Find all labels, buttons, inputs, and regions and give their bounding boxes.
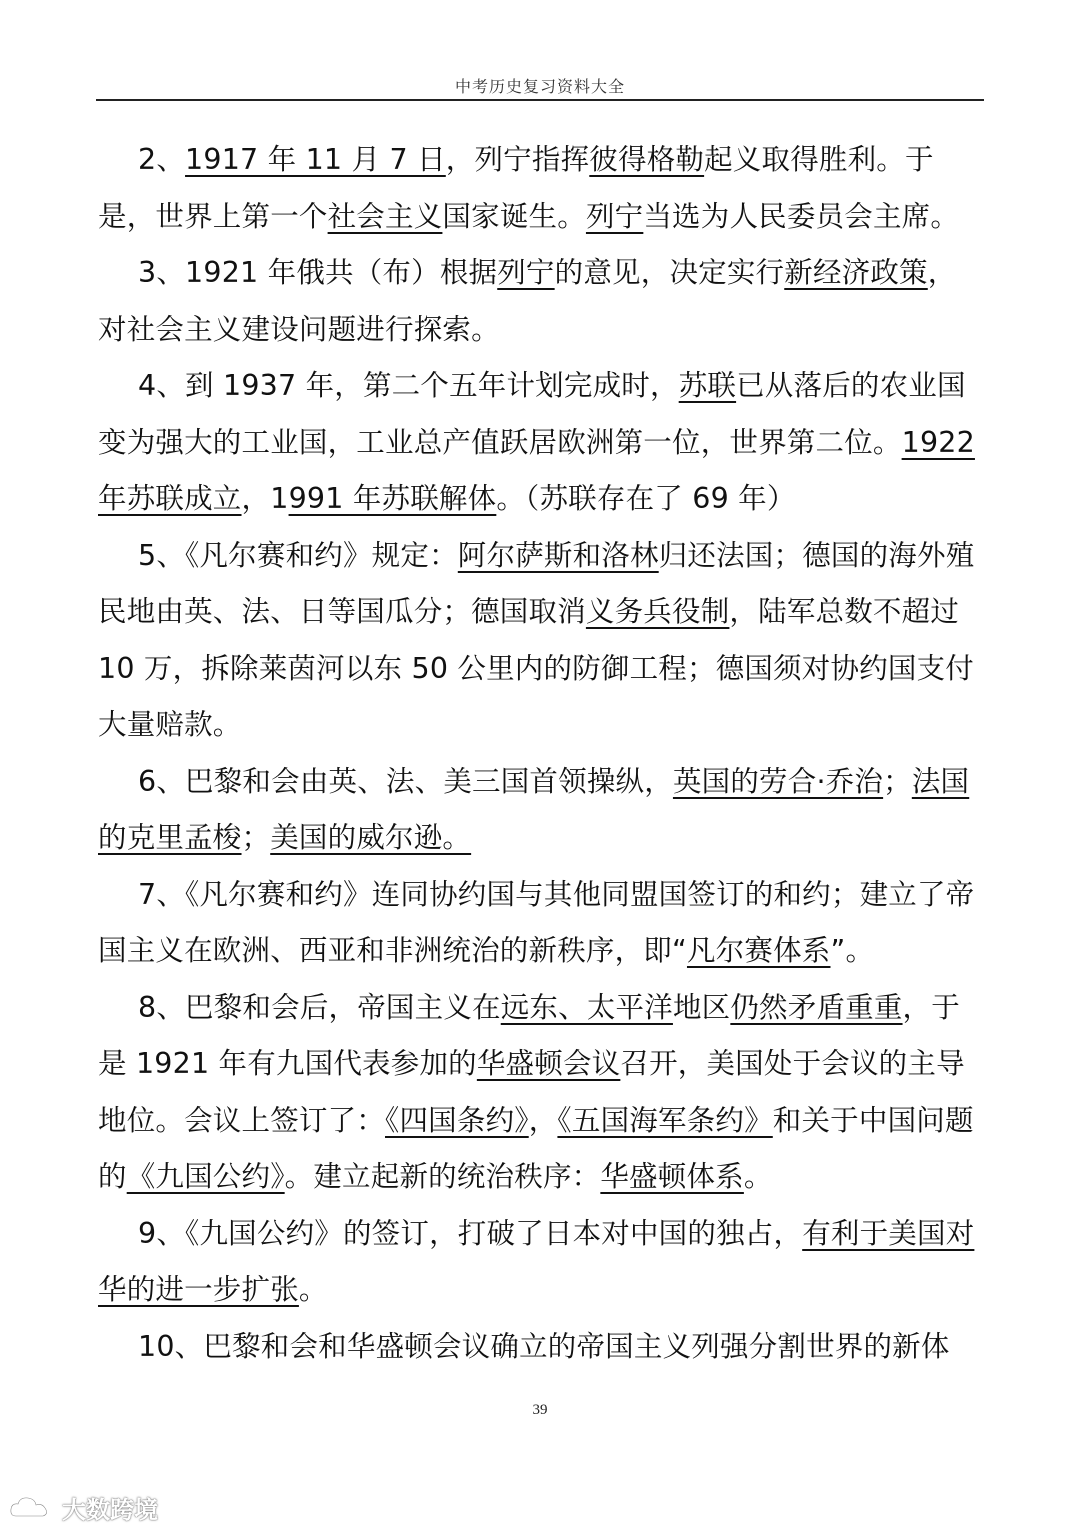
- text-run: 8、巴黎和会后，帝国主义在: [138, 990, 501, 1024]
- text-run: 。: [743, 1160, 773, 1193]
- paragraph-3: [98, 245, 982, 358]
- text-run: ，1: [241, 482, 289, 515]
- text-run: 。建立起新的统治秩序：: [284, 1160, 601, 1193]
- text-run: 国家诞生。: [442, 199, 586, 233]
- underlined-term: 英国的劳合·乔治: [672, 764, 884, 798]
- underlined-term: 1922 年苏联成立: [98, 425, 975, 515]
- paragraph-7: [98, 867, 982, 980]
- underlined-term: 列宁: [497, 256, 555, 289]
- paragraph-2: [98, 132, 982, 245]
- underlined-term: 法国的克里孟梭: [98, 764, 970, 854]
- underlined-term: 1917 年 11 月 7 日: [185, 143, 446, 176]
- underlined-term: 凡尔赛体系: [686, 934, 831, 967]
- text-run: ；: [241, 821, 271, 854]
- document-body: [98, 132, 982, 1375]
- paragraph-10: [98, 1319, 982, 1376]
- text-run: 当选为人民委员会主席。: [643, 199, 960, 233]
- page-number: 39: [532, 1402, 548, 1418]
- text-run: 7、《凡尔赛和约》连同协约国与其他同盟国签订的和约；建立了帝国主义在欧洲、西亚和非洲统治的新秩序，即“: [98, 877, 975, 967]
- underlined-term: 苏联: [678, 369, 737, 402]
- underlined-term: 社会主义: [327, 199, 443, 233]
- paragraph-5: [98, 528, 982, 754]
- underlined-term: 义务兵役制: [585, 595, 730, 628]
- underlined-term: 华盛顿体系: [600, 1160, 744, 1193]
- underlined-term: 华盛顿会议: [476, 1047, 621, 1080]
- text-run: ，列宁指挥: [445, 143, 590, 176]
- paragraph-6: [98, 754, 982, 867]
- text-run: 3、1921 年俄共（布）根据: [138, 256, 498, 289]
- underlined-term: 阿尔萨斯和洛林: [457, 538, 659, 572]
- text-run: 召开，美国处于会议的主导地位。会议上签订了：: [98, 1047, 965, 1137]
- text-run: ，: [528, 1103, 558, 1137]
- text-run: 2、: [138, 143, 186, 176]
- text-run: 的意见，决定实行: [554, 256, 785, 289]
- text-run: 。（苏联存在了 69 年）: [496, 482, 796, 515]
- underlined-term: 美国的威尔逊。: [270, 821, 472, 854]
- header-divider: [96, 99, 984, 101]
- running-header: 中考历史复习资料大全: [454, 79, 625, 96]
- underlined-term: 远东、太平洋: [500, 990, 673, 1024]
- underlined-term: 新经济政策: [784, 256, 928, 289]
- text-run: 5、《凡尔赛和约》规定：: [138, 538, 458, 572]
- text-run: 地区: [672, 990, 731, 1024]
- text-run: 和关于中国问题的: [98, 1103, 974, 1193]
- paragraph-8: [98, 980, 982, 1206]
- text-run: 归还法国；德国的海外殖民地由英、法、日等国瓜分；德国取消: [98, 538, 975, 628]
- paragraph-9: [98, 1206, 982, 1319]
- text-run: 。: [298, 1273, 328, 1306]
- underlined-term: 《五国海军条约》: [557, 1103, 773, 1137]
- text-run: ，陆军总数不超过 10 万，拆除莱茵河以东 50 公里内的防御工程；德国须对协约国支付大量赔款。: [98, 595, 975, 741]
- text-run: ”。: [830, 934, 875, 967]
- text-run: ，于是 1921 年有九国代表参加的: [98, 990, 960, 1080]
- cloud-logo-icon: [8, 1494, 56, 1522]
- text-run: 已从落后的农业国变为强大的工业国，工业总产值跃居欧洲第一位，世界第二位。: [98, 369, 966, 459]
- underlined-term: 《四国条约》: [385, 1103, 529, 1137]
- text-run: ，对社会主义建设问题进行探索。: [98, 256, 957, 346]
- watermark-text: 大数跨境: [62, 1496, 158, 1524]
- text-run: ；: [883, 764, 912, 798]
- underlined-term: 有利于美国对华的进一步扩张: [98, 1216, 975, 1306]
- text-run: 4、到 1937 年，第二个五年计划完成时，: [138, 369, 679, 402]
- underlined-term: 991 年苏联解体: [288, 482, 497, 515]
- text-run: 6、巴黎和会由英、法、美三国首领操纵，: [138, 764, 673, 798]
- underlined-term: 列宁: [585, 199, 644, 233]
- paragraph-4: [98, 358, 982, 528]
- text-run: 9、《九国公约》的签订，打破了日本对中国的独占，: [138, 1216, 803, 1250]
- underlined-term: 彼得格勒: [589, 143, 705, 176]
- text-run: 起义取得胜利。于是，世界上第一个: [98, 143, 934, 233]
- underlined-term: 仍然矛盾重重: [730, 990, 903, 1024]
- underlined-term: 《九国公约》: [126, 1160, 285, 1193]
- text-run: 10、巴黎和会和华盛顿会议确立的帝国主义列强分割世界的新体: [138, 1329, 950, 1363]
- watermark: [8, 1490, 158, 1525]
